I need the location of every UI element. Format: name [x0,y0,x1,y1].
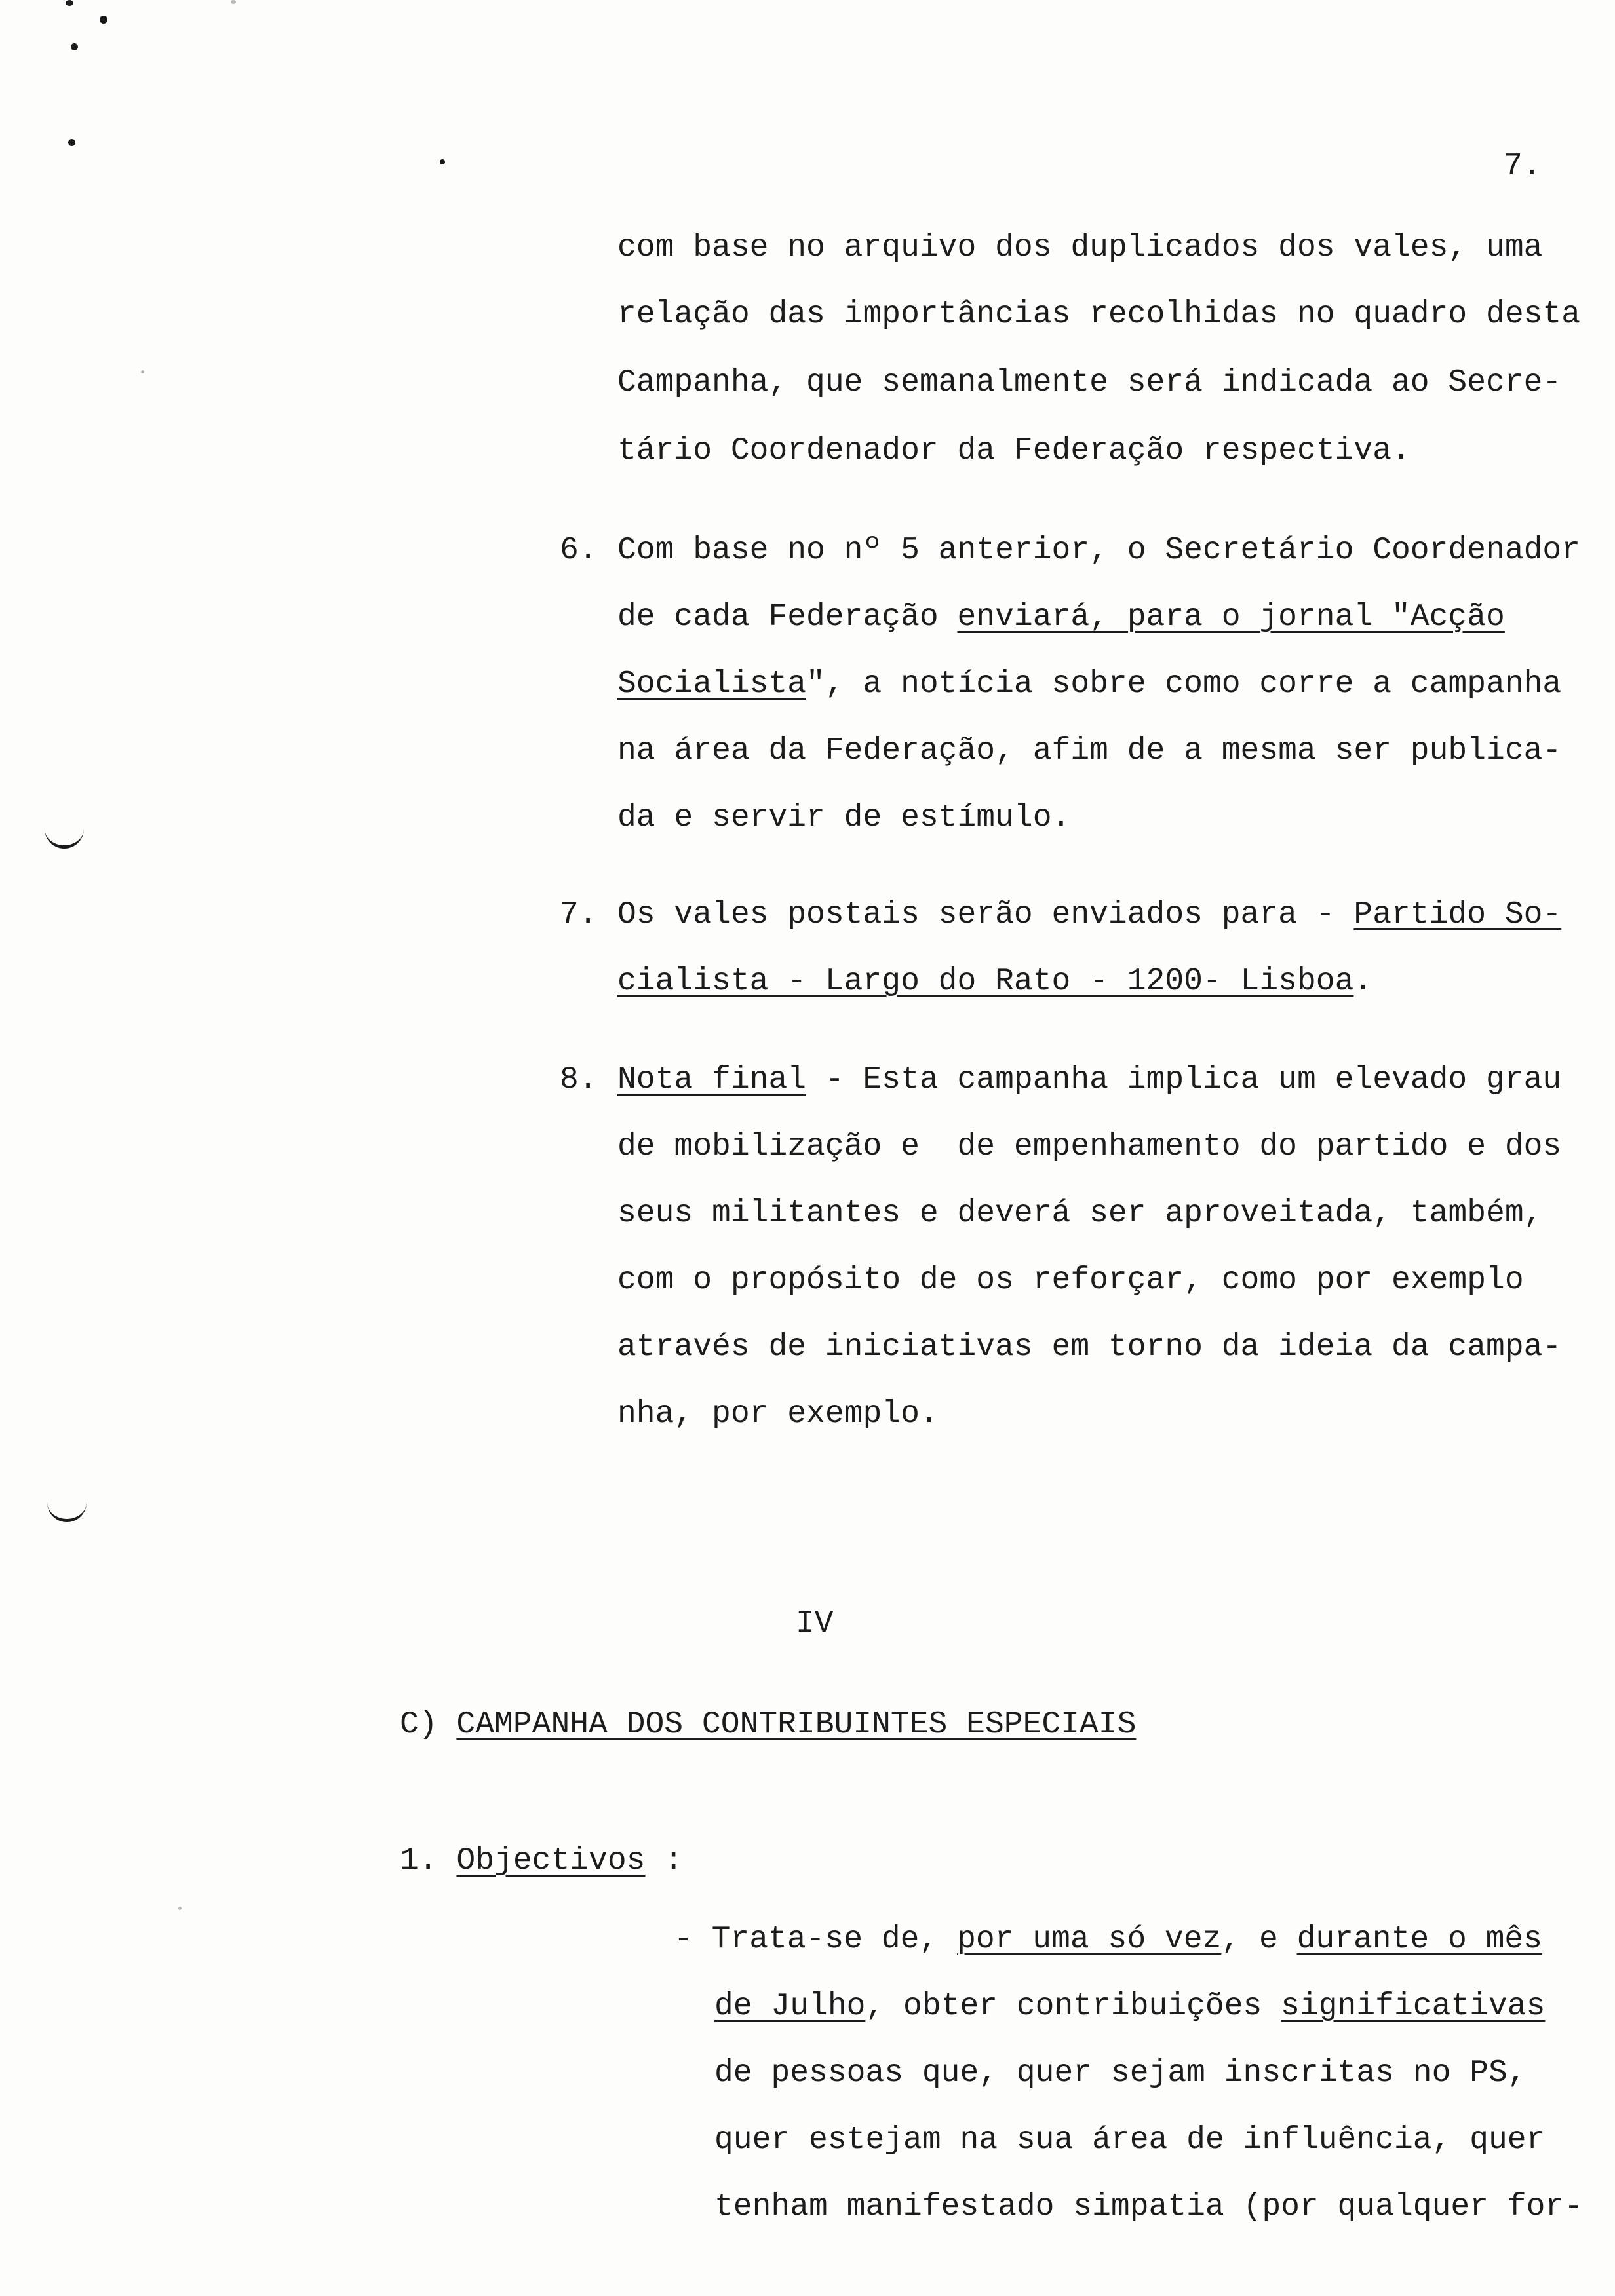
page-number: 7. [1504,149,1542,184]
scan-speck [231,0,236,4]
objectives-colon: : [645,1843,684,1879]
underlined-text: significativas [1281,1989,1546,2024]
section-numeral: IV [796,1606,834,1641]
underlined-text: cialista - Largo do Rato - 1200- Lisboa [617,964,1354,999]
underlined-text: de Julho [714,1989,866,2024]
item-number: 8. [560,1062,598,1098]
scan-speck [141,370,144,373]
section-prefix: C) [400,1707,457,1742]
text-span: , e [1221,1922,1297,1957]
text-line: nha, por exemplo. [617,1396,939,1432]
text-span: , obter contribuições [865,1989,1281,2024]
scan-mark-dot [68,139,75,146]
text-span: - Esta campanha implica um elevado grau [806,1062,1562,1098]
text-line: de mobilização e de empenhamento do partido e dos [617,1129,1562,1164]
text-line [617,598,1505,637]
text-line [617,664,1561,704]
text-span: . [1353,964,1373,999]
objectives-label: Objectivos [456,1843,646,1879]
underlined-text: durante o mês [1296,1922,1543,1957]
punch-hole-mark [45,827,84,849]
text-line: com o propósito de os reforçar, como por exemplo [617,1263,1524,1298]
scan-speck [178,1907,182,1910]
objectives-number: 1. [400,1843,457,1879]
text-line: da e servir de estímulo. [617,800,1071,835]
section-title: CAMPANHA DOS CONTRIBUINTES ESPECIAIS [456,1707,1137,1742]
text-line: tenham manifestado simpatia (por qualquer for- [714,2189,1584,2225]
text-line: na área da Federação, afim de a mesma ser publica- [617,733,1562,769]
item-number: 7. [560,897,598,932]
section-heading [400,1705,1136,1744]
scan-mark-dot [100,16,107,24]
item-number: 6. [560,533,598,568]
scan-mark-dot [71,43,78,50]
text-line [714,1987,1545,2026]
text-line [674,1920,1542,1959]
underlined-text: por uma só vez [957,1922,1222,1957]
text-span: ", a notícia sobre como corre a campanha [806,666,1562,702]
text-line [617,962,1372,1001]
underlined-text: Socialista [617,666,807,702]
text-line: Campanha, que semanalmente será indicada ao Secre- [617,365,1562,400]
text-line: Com base no nº 5 anterior, o Secretário Coordenador [617,533,1581,568]
text-line: de pessoas que, quer sejam inscritas no PS, [714,2056,1527,2091]
underlined-text: Nota final [617,1062,807,1098]
text-line: relação das importâncias recolhidas no quadro desta [617,297,1581,332]
objectives-heading [400,1841,683,1881]
text-span: - Trata-se de, [674,1922,958,1957]
text-line: tário Coordenador da Federação respectiva. [617,433,1411,469]
punch-hole-mark [47,1501,87,1522]
underlined-text: enviará, para o jornal "Acção [957,600,1505,635]
text-line: através de iniciativas em torno da ideia da campa- [617,1330,1562,1365]
text-span: Os vales postais serão enviados para - [617,897,1354,932]
text-line [617,1060,1561,1100]
text-line: com base no arquivo dos duplicados dos vales, uma [617,230,1543,265]
scan-mark-dot [440,159,445,164]
text-line: seus militantes e deverá ser aproveitada, também, [617,1196,1543,1231]
underlined-text: Partido So- [1353,897,1562,932]
text-line: quer estejam na sua área de influência, quer [714,2122,1546,2158]
text-span: de cada Federação [617,600,958,635]
text-line [617,895,1561,934]
scan-mark-dot [66,0,73,6]
